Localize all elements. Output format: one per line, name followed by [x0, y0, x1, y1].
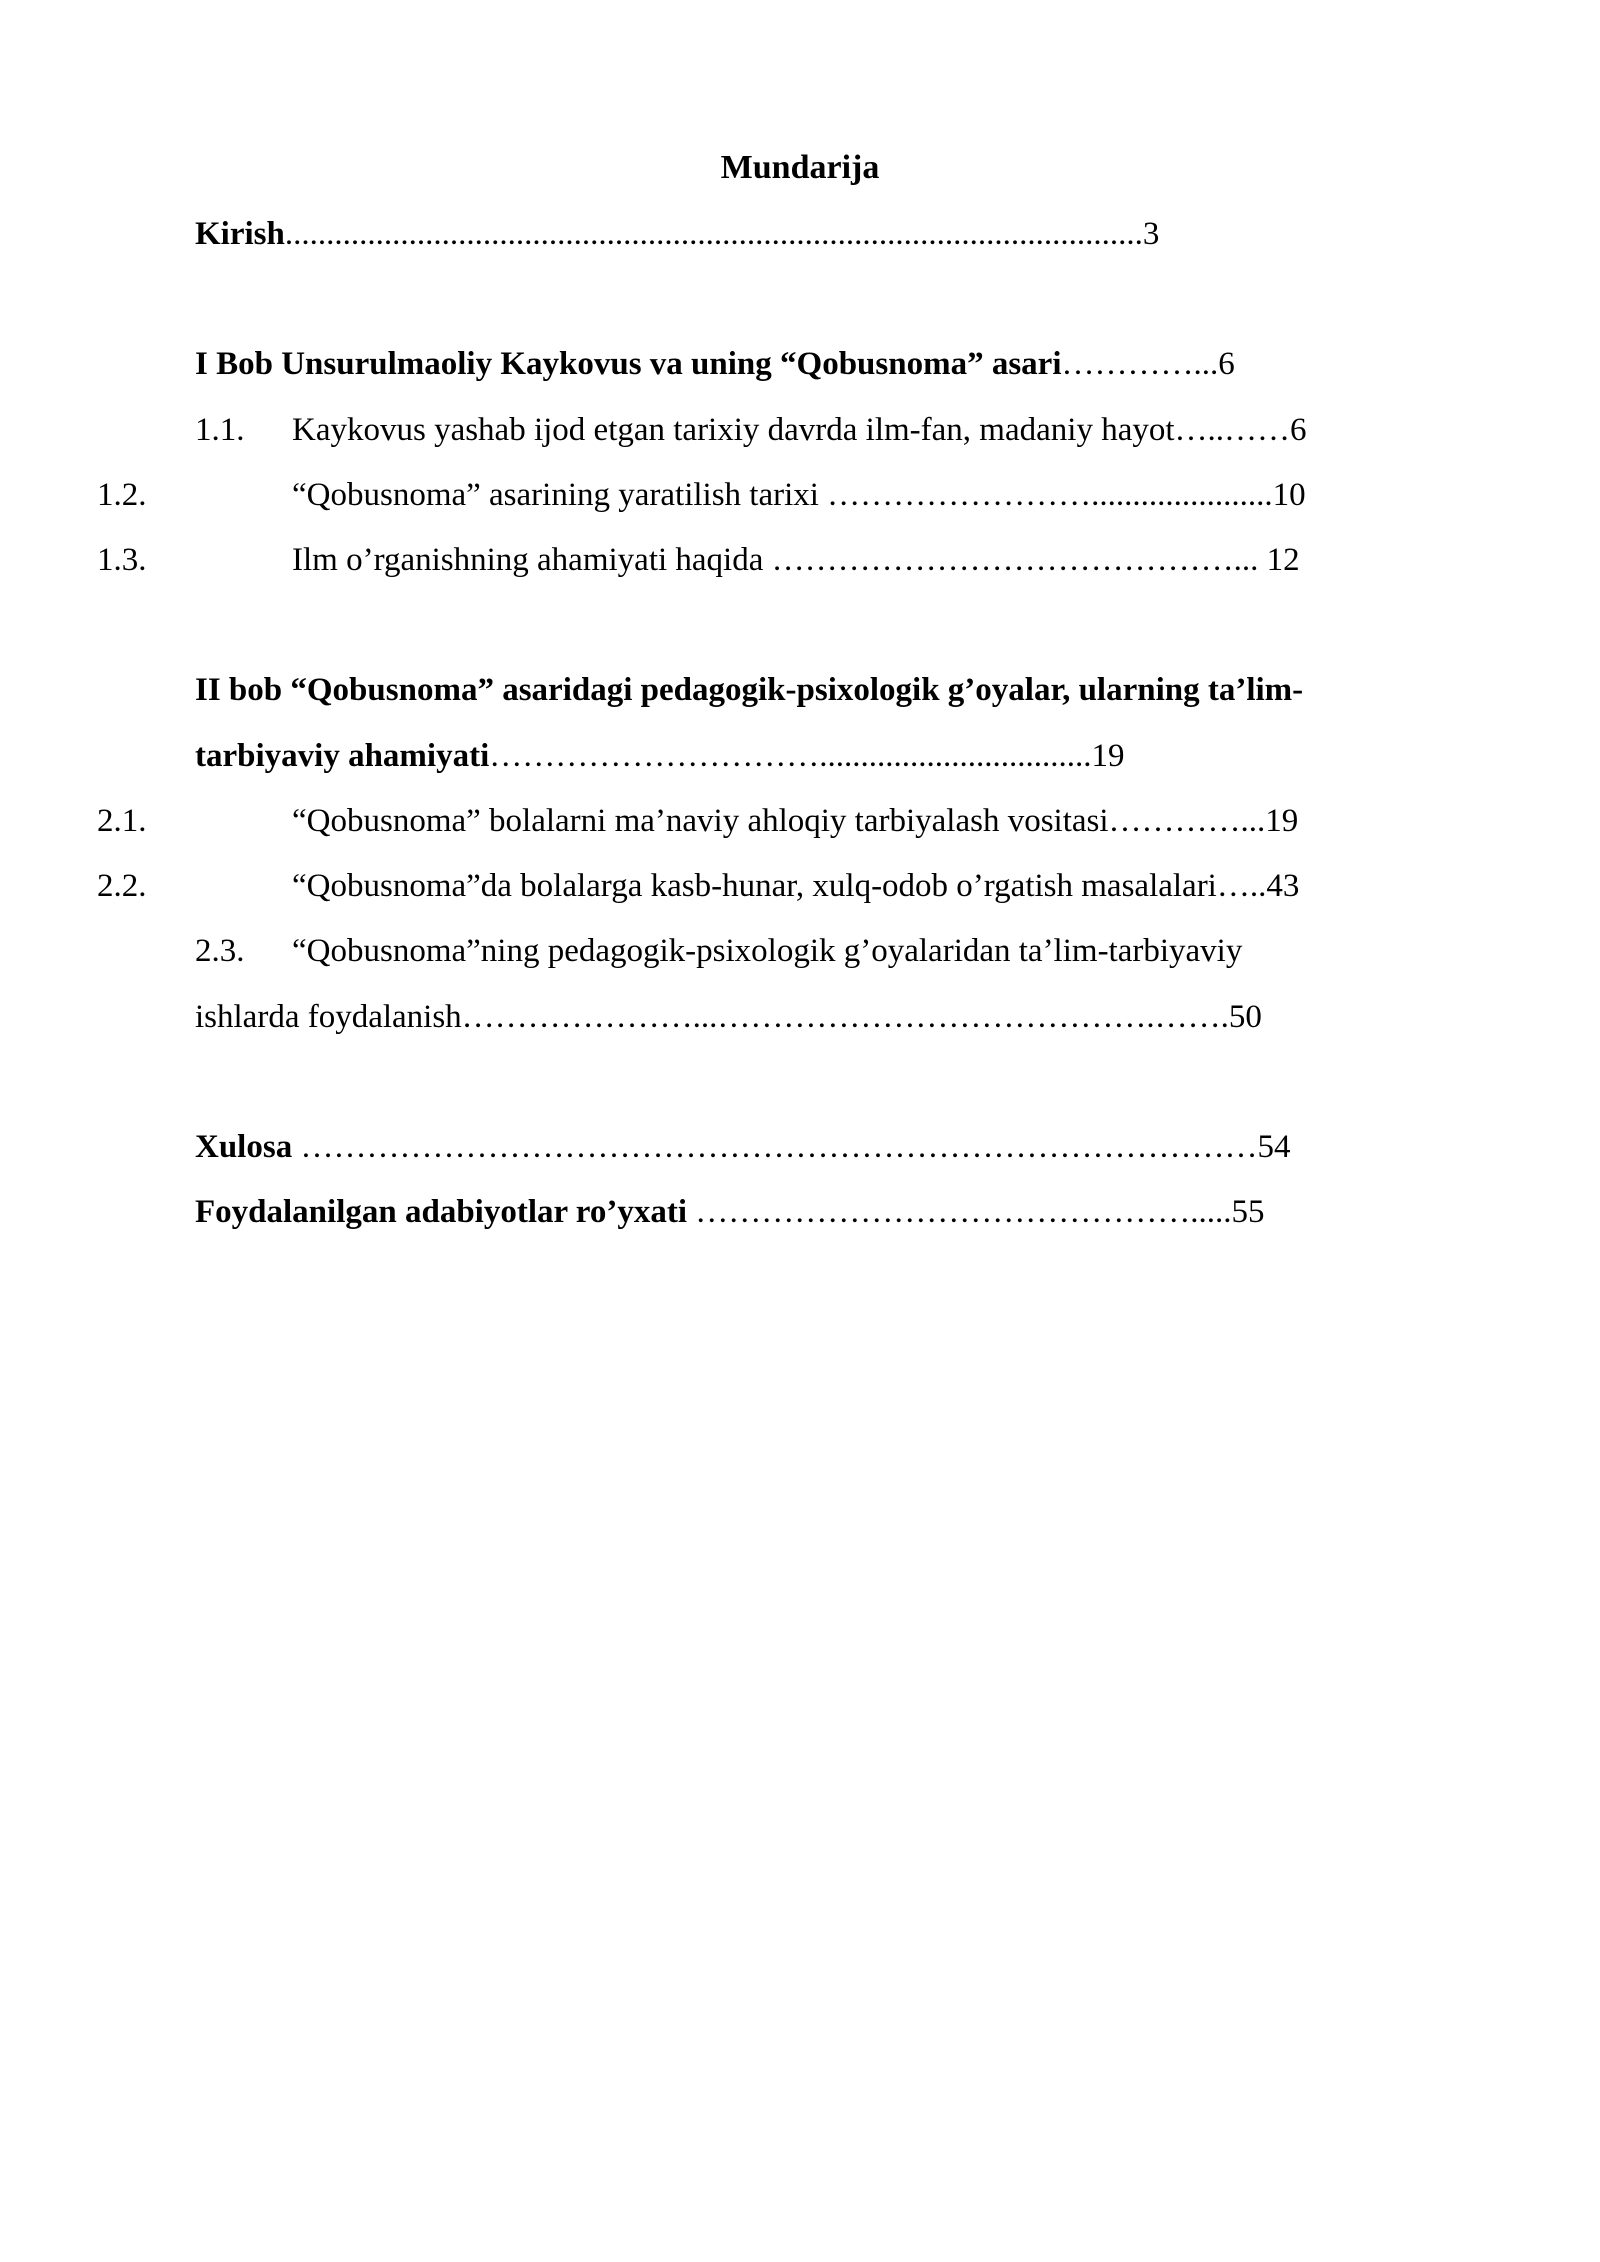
toc-entry-kirish — [195, 214, 1159, 254]
toc-entry-1-1 — [195, 410, 245, 450]
toc-entry-2-3 — [195, 931, 245, 971]
toc-label: I Bob Unsurulmaoliy Kaykovus va uning “Qobusnoma” asari — [195, 346, 1062, 382]
toc-entry-1-3-text — [292, 540, 1300, 580]
chapter-title-line-2: tarbiyaviy ahamiyati — [195, 738, 490, 774]
toc-label: Kirish — [195, 216, 285, 252]
section-number: 1.2. — [97, 477, 147, 513]
toc-entry-2-3-cont — [195, 997, 1262, 1037]
toc-leader: ……………………………………….....55 — [687, 1194, 1265, 1230]
toc-entry-1-1-text — [292, 410, 1307, 450]
toc-entry-1-2-text — [292, 475, 1306, 515]
toc-entry-2-2 — [97, 866, 147, 906]
toc-entry-xulosa — [195, 1127, 1290, 1167]
toc-entry-2-1-text — [292, 801, 1298, 841]
toc-leader: ………………………….................................19 — [489, 738, 1125, 774]
toc-label: Foydalanilgan adabiyotlar ro’yxati — [195, 1194, 688, 1230]
toc-entry-chapter-1 — [195, 344, 1235, 384]
section-title: Kaykovus yashab ijod etgan tarixiy davrda ilm-fan, madaniy hayot…..……6 — [292, 412, 1307, 448]
toc-leader: ........................................................................................................3 — [284, 216, 1160, 252]
section-title-cont: ishlarda foydalanish…………………...………………………………….…….50 — [195, 999, 1262, 1035]
chapter-title-line-1: II bob “Qobusnoma” asaridagi pedagogik-psixologik g’oyalar, ularning ta’lim- — [195, 672, 1304, 708]
toc-entry-chapter-2-cont — [195, 736, 1125, 776]
page-title: Mundarija — [720, 149, 880, 186]
section-number: 2.1. — [97, 803, 147, 839]
section-number: 2.2. — [97, 868, 147, 904]
toc-entry-chapter-2 — [195, 670, 1303, 710]
section-title: “Qobusnoma” asarining yaratilish tarixi ……………………......................10 — [292, 477, 1306, 513]
toc-leader: ……………………………………………………………………………54 — [292, 1129, 1291, 1165]
section-title: Ilm o’rganishning ahamiyati haqida ……………………………………... 12 — [292, 542, 1300, 578]
section-number: 1.3. — [97, 542, 147, 578]
section-title: “Qobusnoma”da bolalarga kasb-hunar, xulq-odob o’rgatish masalalari…..43 — [292, 868, 1300, 904]
section-title: “Qobusnoma” bolalarni ma’naviy ahloqiy tarbiyalash vositasi…………...19 — [292, 803, 1299, 839]
toc-entry-2-1 — [97, 801, 147, 841]
toc-leader: …………...6 — [1061, 346, 1235, 382]
section-title: “Qobusnoma”ning pedagogik-psixologik g’oyalaridan ta’lim-tarbiyaviy — [292, 933, 1243, 969]
toc-entry-1-3 — [97, 540, 147, 580]
section-number: 1.1. — [195, 412, 245, 448]
section-number: 2.3. — [195, 933, 245, 969]
toc-entry-2-2-text — [292, 866, 1299, 906]
toc-entry-references — [195, 1192, 1265, 1232]
toc-entry-1-2 — [97, 475, 147, 515]
toc-entry-2-3-text — [292, 931, 1242, 971]
toc-label: Xulosa — [195, 1129, 293, 1165]
